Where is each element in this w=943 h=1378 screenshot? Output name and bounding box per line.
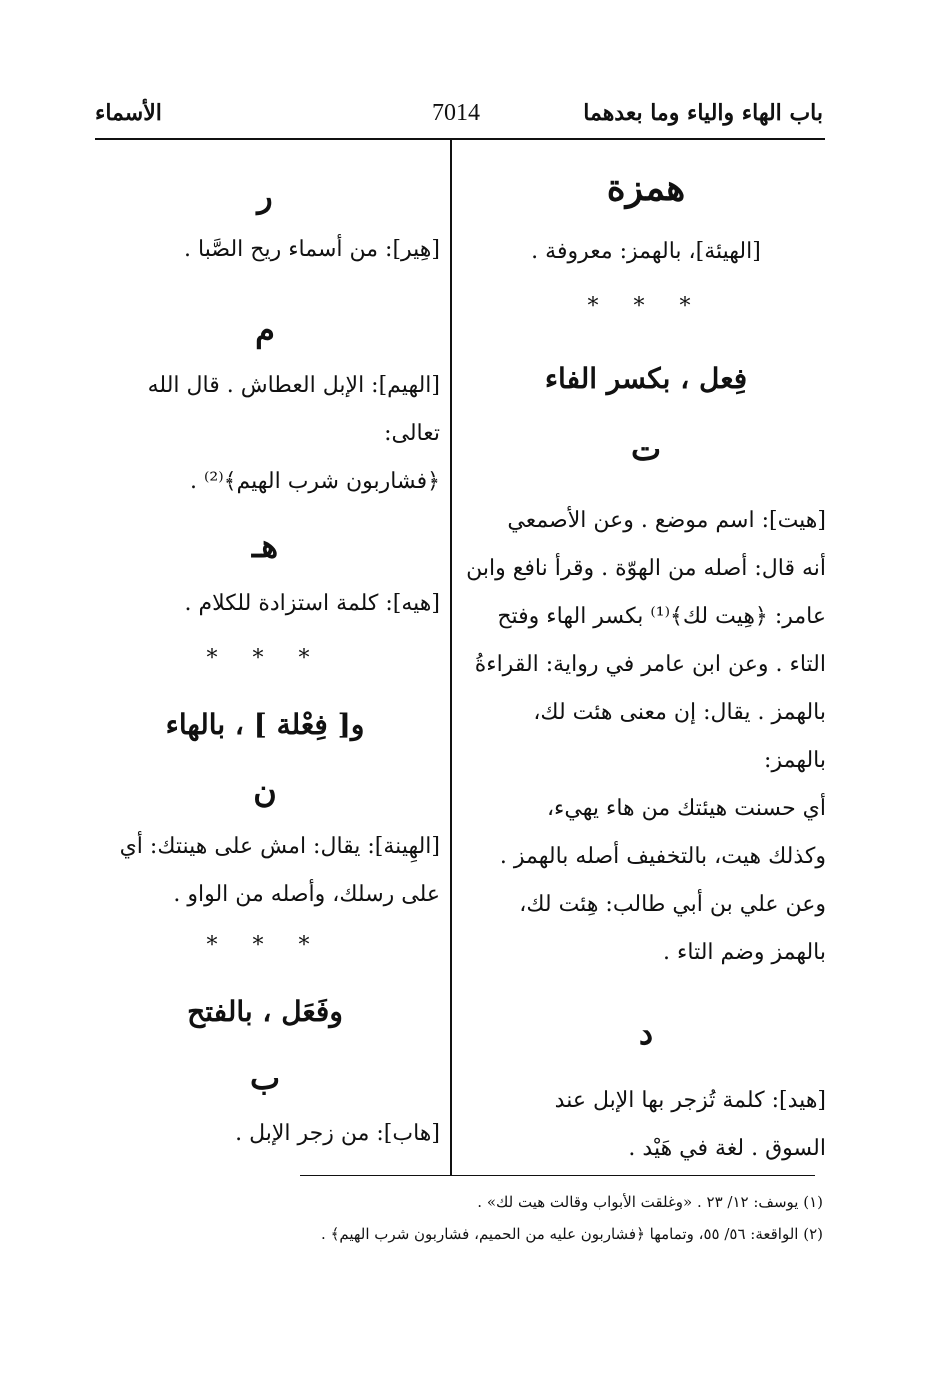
entry-line: [الهيم]: الإبل العطاش . قال الله تعالى: <box>147 373 440 446</box>
separator-stars: * * * <box>206 646 324 671</box>
entry-line: بالهمز . يقال: إن معنى هئت لك، بالهمز: <box>533 700 826 773</box>
entry-line: عامر: ﴿هِيت لك﴾⁽¹⁾ بكسر الهاء وفتح <box>497 604 826 629</box>
section-title: الأسماء <box>95 100 162 126</box>
entry-line: [هيت]: اسم موضع . وعن الأصمعي <box>507 508 826 533</box>
entry-line: [الهِينة]: يقال: امش على هينتك: أي <box>119 834 440 859</box>
letter-heading-h: هـ <box>251 527 279 565</box>
entry-hab: [هاب]: من زجر الإبل . <box>235 1121 440 1146</box>
header-rule <box>95 138 825 140</box>
letter-heading-t: ت <box>630 430 662 468</box>
letter-heading-n: ن <box>253 772 277 810</box>
entry-line: أي حسنت هيئتك من هاء يهيء، <box>546 796 826 821</box>
entry-haym <box>90 362 440 506</box>
entry-line: ﴿فشاربون شرب الهيم﴾⁽²⁾ . <box>189 469 440 494</box>
letter-heading-m: م <box>255 311 275 349</box>
entry-line: التاء . وعن ابن عامر في رواية: القراءةُ <box>474 652 826 677</box>
entry-line: وعن علي بن أبي طالب: هِئت لك، <box>519 892 826 917</box>
entry-hayaa: [الهيئة]، بالهمز: معروفة . <box>531 239 761 264</box>
entry-hayna <box>90 823 440 919</box>
separator-stars: * * * <box>587 294 705 319</box>
letter-heading-r: ر <box>257 177 273 215</box>
entry-line: أنه قال: أصله من الهوّة . وقرأ نافع وابن <box>466 556 826 581</box>
heading-hamza: همزة <box>606 167 686 209</box>
footnote-2: (٢) الواقعة: ٥٦/ ٥٥، وتمامها ﴿فشاربون عليه من الحميم، فشاربون شرب الهيم﴾ . <box>321 1225 823 1243</box>
entry-hayt <box>466 497 826 977</box>
page-number: 7014 <box>432 100 480 126</box>
entry-hayd <box>466 1077 826 1173</box>
entry-hayh: [هيه]: كلمة استزادة للكلام . <box>184 591 440 616</box>
right-column <box>466 160 826 1173</box>
footnote-1: (١) يوسف: ١٢/ ٢٣ . «وغلقت الأبواب وقالت هيت لك» . <box>477 1193 823 1211</box>
letter-heading-b: ب <box>249 1059 281 1097</box>
separator-stars: * * * <box>206 933 324 958</box>
letter-heading-d: د <box>638 1014 654 1052</box>
entry-line: بالهمز وضم التاء . <box>663 940 826 965</box>
entry-line: السوق . لغة في هَيْد . <box>628 1136 826 1161</box>
section-heading-fil: فِعل ، بكسر الفاء <box>544 362 748 395</box>
entry-line: على رسلك، وأصله من الواو . <box>173 882 440 907</box>
entry-line: [هيد]: كلمة تُزجر بها الإبل عند <box>554 1088 826 1113</box>
entry-hayr: [هِير]: من أسماء ريح الصَّبا . <box>184 237 440 262</box>
footnote-rule <box>300 1175 815 1176</box>
entry-line: وكذلك هيت، بالتخفيف أصله بالهمز . <box>499 844 826 869</box>
column-divider <box>450 140 452 1175</box>
section-heading-fa3al: وفَعَل ، بالفتح <box>187 995 343 1028</box>
chapter-title: باب الهاء والياء وما بعدهما <box>583 100 823 126</box>
section-heading-filah: و[ فِعْلة ] ، بالهاء <box>165 708 365 741</box>
left-column <box>90 160 440 1158</box>
